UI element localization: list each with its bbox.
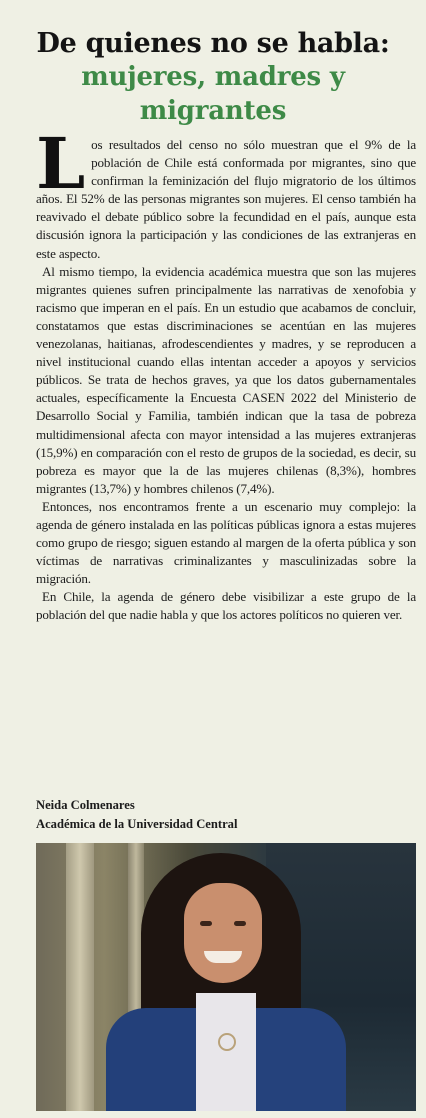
article-body (36, 122, 416, 625)
photo-column (66, 843, 94, 1111)
headline (0, 28, 426, 128)
headline-line-1: De quienes no se habla: (36, 28, 390, 59)
headline-line-3: migrantes (139, 96, 287, 126)
photo-shirt (196, 993, 256, 1111)
paragraph-1 (36, 122, 416, 263)
author-photo (36, 843, 416, 1111)
paragraph-4: En Chile, la agenda de género debe visibilizar a este grupo de la población del que nadie habla y que los actores políticos no quieren ver. (36, 589, 416, 623)
author-role: Académica de la Universidad Central (36, 817, 238, 831)
photo-face (184, 883, 262, 983)
paragraph-1-text: os resultados del censo no sólo muestran que el 9% de la población de Chile está conformada por migrantes, sino que confirman la feminización del flujo migratorio de los últimos años. El 52% de las personas migrantes son mujeres. El censo también ha reavivado el debate público sobre la fecundidad en el país, aunque esta discusión ignora la participación y las condiciones de las extranjeras en este aspecto. (36, 137, 416, 261)
drop-cap: L (36, 122, 86, 205)
photo-eye (234, 921, 246, 926)
headline-line-2: mujeres, madres y (81, 62, 345, 92)
photo-eye (200, 921, 212, 926)
paragraph-2: Al mismo tiempo, la evidencia académica muestra que son las mujeres migrantes quienes sufren principalmente las narrativas de xenofobia y racismo que imperan en el país. En un estudio que acabamos de concluir, constatamos que estas discriminaciones se acentúan en las mujeres venezolanas, haitianas, afrodescendientes y madres, y se reproducen a nivel institucional cuando ellas intentan acceder a apoyos y servicios públicos. Se trata de hechos graves, ya que los datos gubernamentales actuales, específicamente la Encuesta CASEN 2022 del Ministerio de Desarrollo Social y Familia, también indican que la tasa de pobreza multidimensional afecta con mayor intensidad a las mujeres extranjeras (15,9%) en comparación con el resto de grupos de la sociedad, es decir, su pobreza es mayor que la de las mujeres chilenas (8,3%), hombres migrantes (13,7%) y hombres chilenos (7,4%). (36, 263, 416, 496)
author-byline (36, 796, 416, 834)
photo-smile (204, 951, 242, 963)
paragraph-3: Entonces, nos encontramos frente a un escenario muy complejo: la agenda de género instalada en las políticas públicas ignora a estas mujeres como grupo de riesgo; siguen estando al margen de la oferta pública y son víctimas de narrativas criminalizantes y masculinizadas sobre la migración. (36, 498, 416, 587)
author-name: Neida Colmenares (36, 798, 135, 812)
photo-pendant (218, 1033, 236, 1051)
